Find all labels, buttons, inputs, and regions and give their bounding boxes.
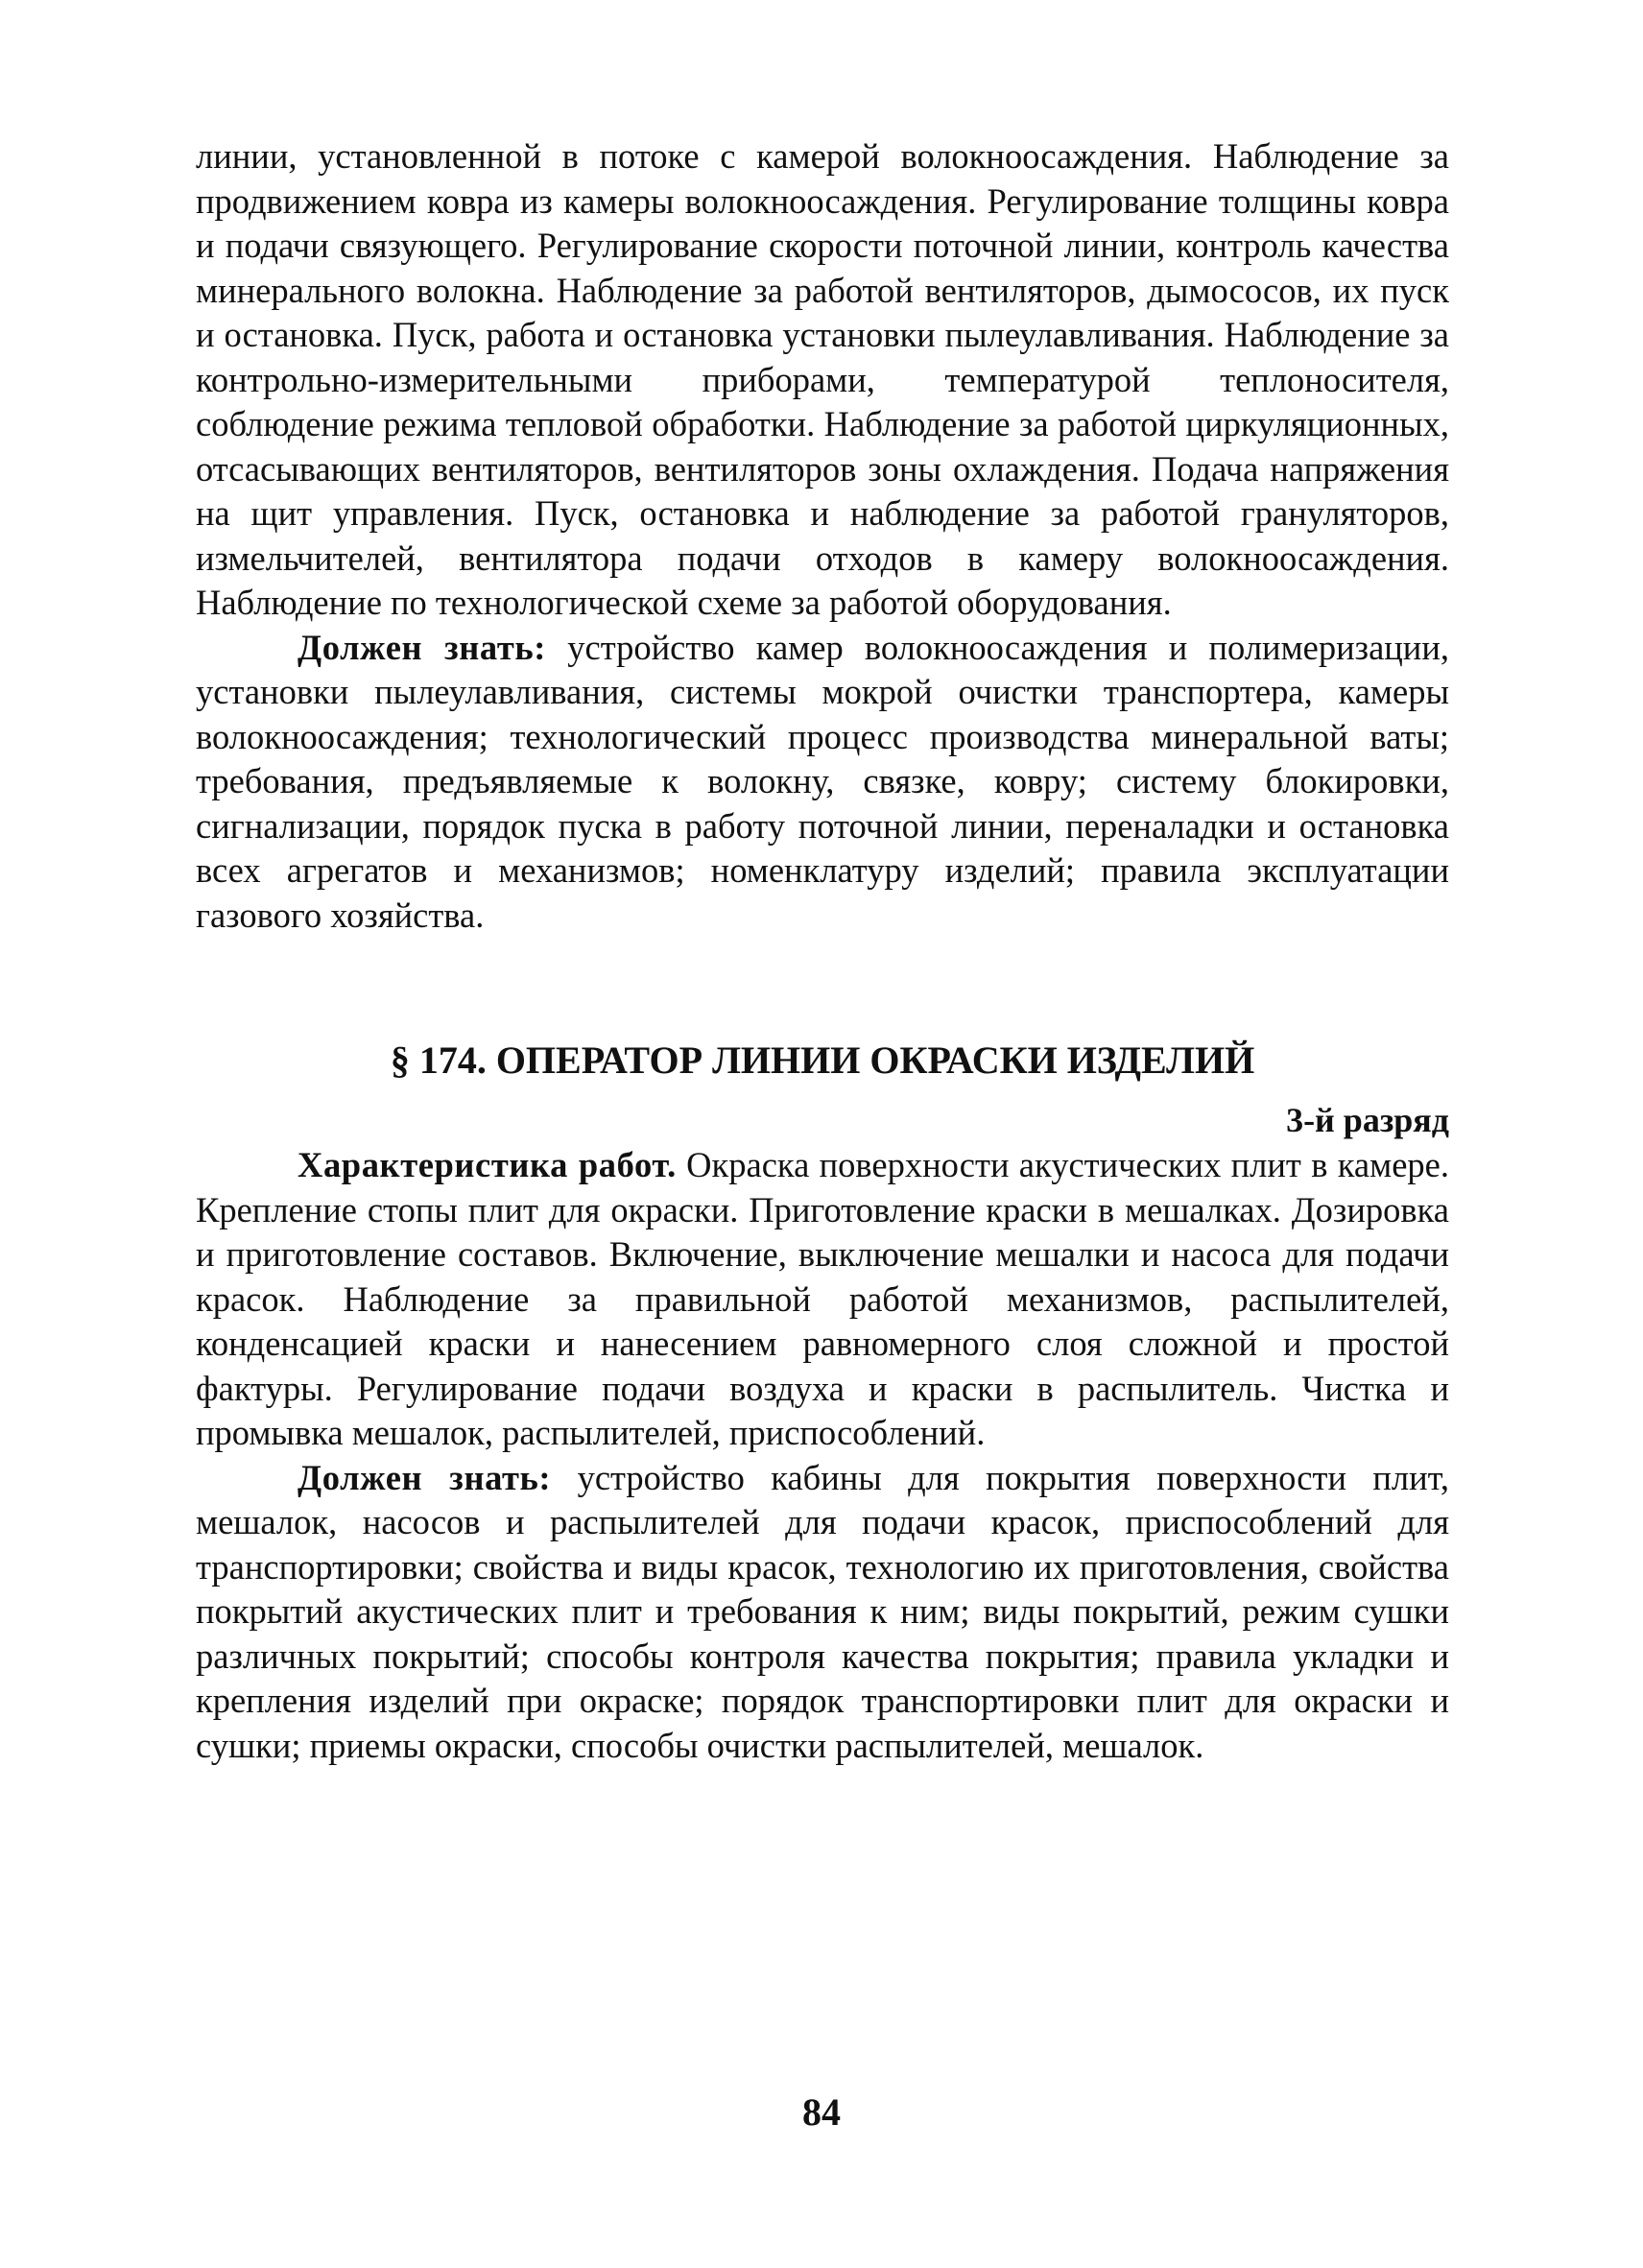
paragraph-text: Окраска поверхности акустических плит в камере. Крепление стопы плит для окраски. Приготовление краски в мешалках. Дозировка и приготовление составов. Включение, выключение мешалки и насоса для подачи красок. Наблюдение за правильной работой механизмов, распылителей, конденсацией краски и нанесением равномерного слоя сложной и простой фактуры. Регулирование подачи воздуха и краски в распылитель. Чистка и промывка мешалок, распылителей, приспособлений. — [196, 1145, 1449, 1452]
paragraph-work-description — [196, 1143, 1449, 1456]
paragraph-text: устройство кабины для покрытия поверхности плит, мешалок, насосов и распылителей для подачи красок, приспособлений для транспортировки; свойства и виды красок, технологию их приготовления, свойства покрытий акустических плит и требования к ним; виды покрытий, режим сушки различных покрытий; способы контроля качества покрытия; правила укладки и крепления изделий при окраске; порядок транспортировки плит для окраски и сушки; приемы окраски, способы очистки распылителей, мешалок. — [196, 1457, 1450, 1765]
paragraph-lead: Характеристика работ. — [298, 1145, 677, 1184]
page-number: 84 — [802, 2090, 841, 2134]
paragraph-requirements — [196, 1456, 1449, 1769]
section-grade: 3-й разряд — [1286, 1101, 1449, 1139]
top-text-block — [196, 134, 1449, 938]
paragraph-text: линии, установленной в потоке с камерой волокноосаждения. Наблюдение за продвижением ковра из камеры волокноосаждения. Регулирование толщины ковра и подачи связующего. Регулирование скорости поточной линии, контроль качества минерального волокна. Наблюдение за работой вентиляторов, дымососов, их пуск и остановка. Пуск, работа и остановка установки пылеулавливания. Наблюдение за контрольно-измерительными приборами, температурой теплоносителя, соблюдение режима тепловой обработки. Наблюдение за работой циркуляционных, отсасывающих вентиляторов, вентиляторов зоны охлаждения. Подача напряжения на щит управления. Пуск, остановка и наблюдение за работой грануляторов, измельчителей, вентилятора подачи отходов в камеру волокноосаждения. Наблюдение по технологической схеме за работой оборудования. — [196, 136, 1449, 622]
paragraph-text: устройство камер волокноосаждения и полимеризации, установки пылеулавливания, системы мокрой очистки транспортера, камеры волокноосаждения; технологический процесс производства минеральной ваты; требования, предъявляемые к волокну, связке, ковру; систему блокировки, сигнализации, порядок пуска в работу поточной линии, переналадки и остановка всех агрегатов и механизмов; номенклатуру изделий; правила эксплуатации газового хозяйства. — [196, 627, 1450, 935]
paragraph-continuation — [196, 134, 1449, 626]
bottom-text-block — [196, 1143, 1449, 1768]
paragraph-lead: Должен знать: — [298, 1457, 552, 1497]
paragraph-lead: Должен знать: — [298, 627, 547, 667]
paragraph-requirements — [196, 626, 1449, 939]
section-title: § 174. ОПЕРАТОР ЛИНИИ ОКРАСКИ ИЗДЕЛИЙ — [390, 1039, 1255, 1082]
